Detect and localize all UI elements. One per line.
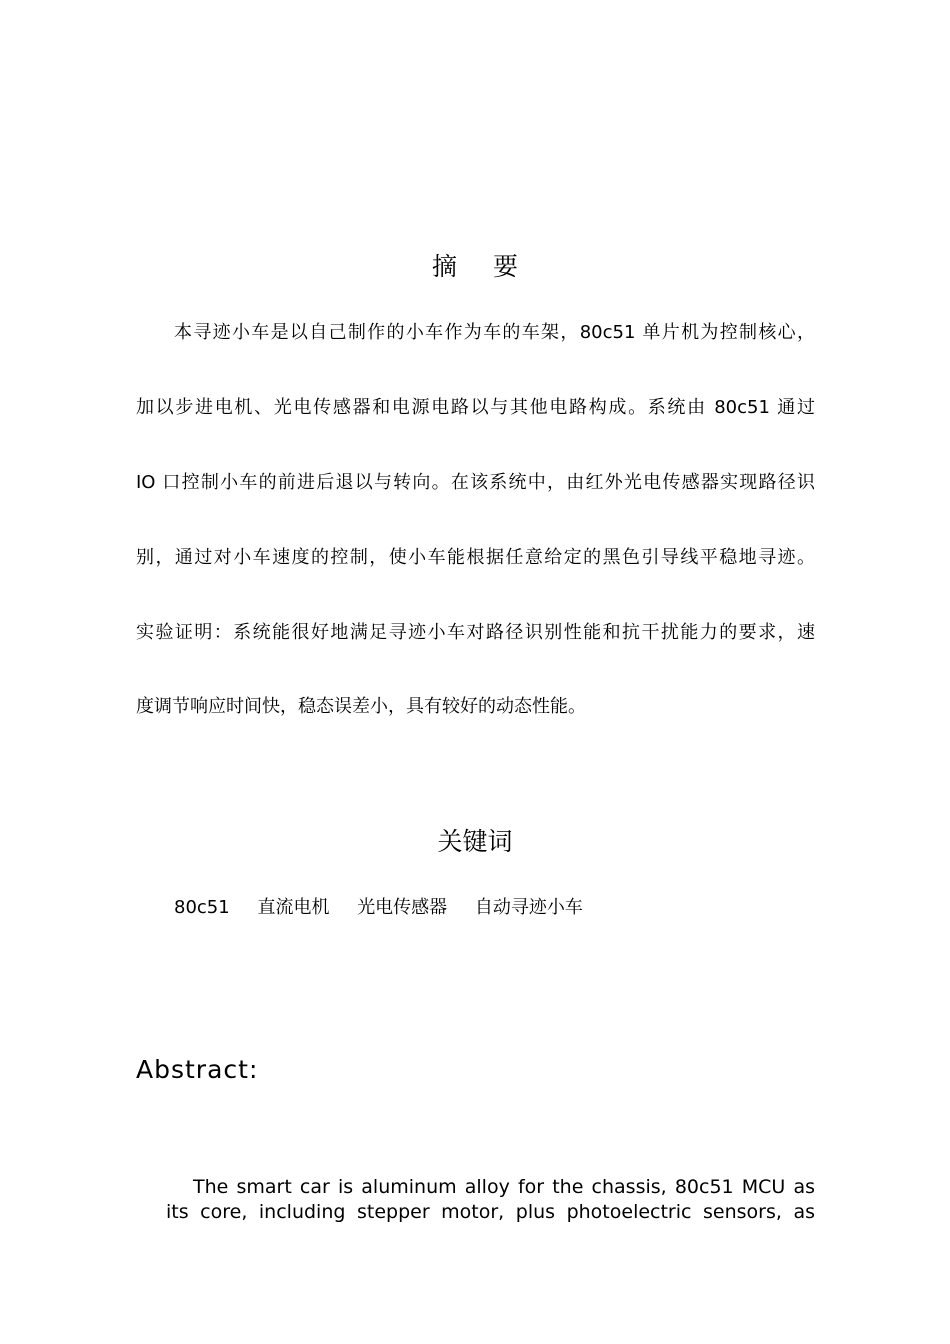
english-abstract-line: its core, including stepper motor, plus photoelectric sensors, as	[166, 1201, 815, 1223]
abstract-line: 加以步进电机、光电传感器和电源电路以与其他电路构成。系统由 80c51 通过	[136, 397, 815, 418]
keyword-item: 80c51	[174, 897, 230, 918]
abstract-line: 本寻迹小车是以自己制作的小车作为车的车架，80c51 单片机为控制核心，	[174, 322, 815, 343]
abstract-line: 别，通过对小车速度的控制，使小车能根据任意给定的黑色引导线平稳地寻迹。	[136, 547, 815, 568]
keyword-item: 光电传感器	[357, 897, 448, 918]
keyword-item: 直流电机	[257, 897, 330, 918]
abstract-line: 度调节响应时间快，稳态误差小，具有较好的动态性能。	[136, 696, 586, 717]
english-abstract-line: The smart car is aluminum alloy for the chassis, 80c51 MCU as	[193, 1176, 815, 1198]
abstract-heading: 摘 要	[432, 252, 532, 281]
keywords-list	[174, 894, 605, 922]
english-abstract-heading: Abstract:	[136, 1055, 259, 1084]
abstract-line: IO 口控制小车的前进后退以与转向。在该系统中，由红外光电传感器实现路径识	[136, 472, 815, 493]
abstract-line: 实验证明：系统能很好地满足寻迹小车对路径识别性能和抗干扰能力的要求，速	[136, 622, 815, 643]
keywords-heading: 关键词	[437, 827, 513, 856]
keyword-item: 自动寻迹小车	[474, 897, 583, 918]
